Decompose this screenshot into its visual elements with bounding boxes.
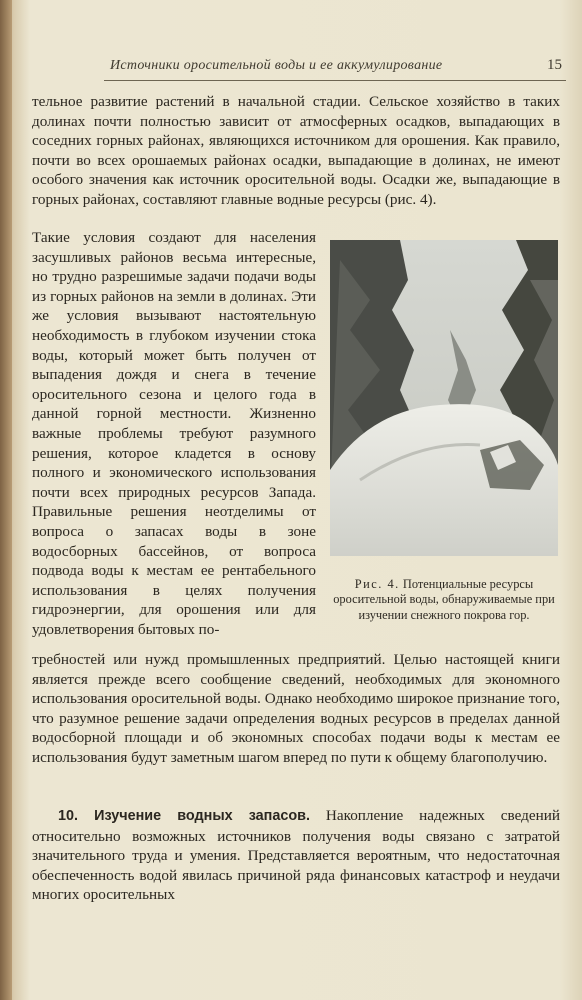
snow-cover-photo <box>330 240 558 556</box>
intro-paragraph: тельное развитие растений в начальной стадии. Сельское хозяйство в таких долинах почти полностью зависит от атмосферных осадков, выпадающих в соседних горных районах, являющихся источником для орошения. Как правило, почти во всех орошаемых районах осадки, выпадающие в долинах, не имеют особого значения как источник оросительной воды. Осадки же, выпадающие в горных районах, составляют главные водные ресурсы (рис. 4). <box>32 93 560 208</box>
section-title: 10. Изучение водных запасов. <box>58 808 310 824</box>
figure-caption <box>328 577 560 623</box>
section-10-paragraph <box>32 806 560 905</box>
figure-caption-text: Потенциальные ресурсы оросительной воды, обнаруживаемые при изучении снежного покрова гор. <box>333 577 555 622</box>
section-text: Накопление надежных сведений относительно возможных источников получения воды связано с затратой значительного труда и умения. Представляется вероятным, что недостаточная обеспеченность водой явилась причиной ряда финансовых катастроф и неудачи многих оросительных <box>32 807 560 904</box>
running-title: Источники оросительной воды и ее аккумулирование <box>110 58 443 73</box>
book-spine-edge <box>0 0 12 1000</box>
figure-label: Рис. 4. <box>354 577 400 591</box>
snow-mountain-illustration <box>330 240 558 556</box>
page-header <box>104 56 566 81</box>
continuation-paragraph: требностей или нужд промышленных предприятий. Целью настоящей книги является прежде всего сообщение сведений, необходимых для экономного использования оросительной воды. Однако необходимо широкое признание того, что разумное решение задачи определения водных ресурсов в пределах данной водосборной площади и об экономных способах подачи воды к местам ее использования будут заметным шагом вперед по пути к общему благополучию. <box>32 651 560 766</box>
column-paragraph: Такие условия создают для населения засушливых районов весьма интересные, но трудно разрешимые задачи подачи воды из горных районов на земли в долинах. Эти же условия вызывают настоятельную необходимость в глубоком изучении стока воды, который может быть получен от выпадения дождя и снега в течение оросительного сезона и целого года в данной горной местности. Жизненно важные проблемы требуют разумного решения, которое кладется в основу полного и экономического использования почти всех природных ресурсов Запада. Правильные решения неотделимы от вопроса о запасах воды в зоне водосборных бассейнов, от вопроса подвода воды к местам ее рентабельного использования в целях получения гидроэнергии, для орошения или для удовлетворения бытовых по- <box>32 229 316 638</box>
page-number: 15 <box>547 57 562 73</box>
